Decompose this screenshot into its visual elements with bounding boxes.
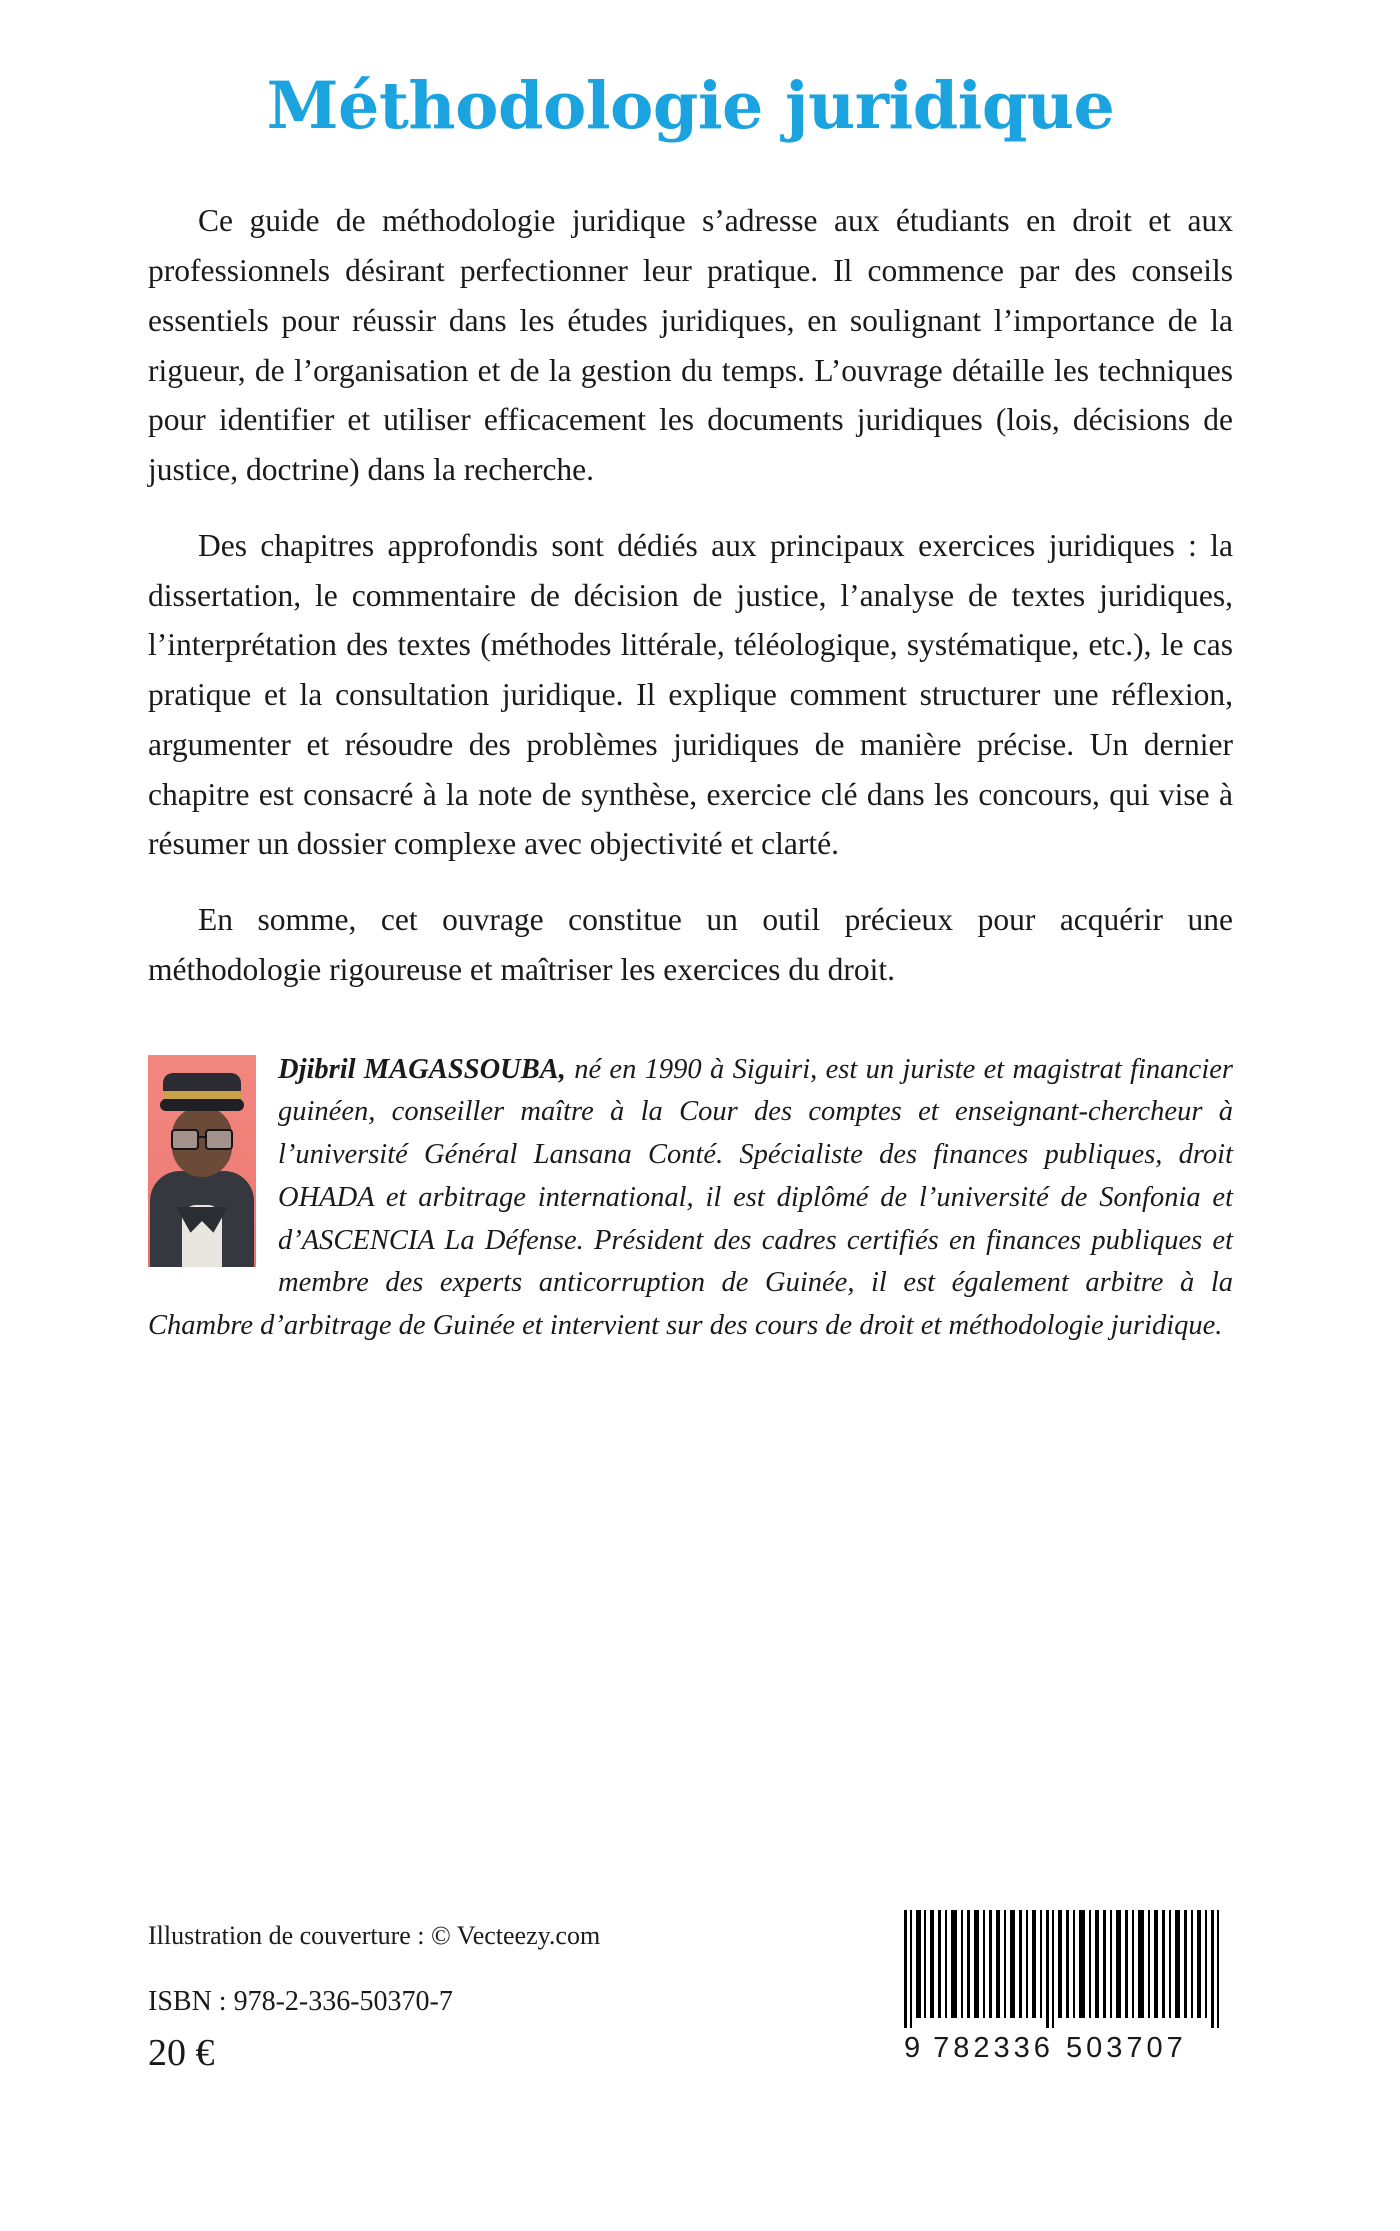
barcode-bars-icon	[904, 1910, 1226, 2028]
portrait-glasses-bridge	[197, 1136, 207, 1139]
blurb-text	[148, 196, 1233, 994]
blurb-paragraph-2: Des chapitres approfondis sont dédiés aux principaux exercices juridiques : la dissertation, le commentaire de décision de justice, l’analyse de textes juridiques, l’interprétation des textes (méthodes littérale, téléologique, systématique, etc.), le cas pratique et la consultation juridique. Il explique comment structurer une réflexion, argumenter et résoudre des problèmes juridiques de manière précise. Un dernier chapitre est consacré à la note de synthèse, exercice clé dans les concours, qui vise à résumer un dossier complexe avec objectivité et clarté.	[148, 527, 1233, 862]
portrait-hat-brim-shape	[160, 1099, 244, 1111]
portrait-hat-band-shape	[163, 1091, 241, 1099]
author-bio-block	[148, 1049, 1233, 1348]
author-name: Djibril MAGASSOUBA,	[278, 1053, 566, 1085]
barcode	[904, 1910, 1234, 2065]
barcode-lead-digit: 9	[904, 2032, 925, 2064]
footer	[148, 1920, 1258, 2076]
blurb-paragraph-1: Ce guide de méthodologie juridique s’adresse aux étudiants en droit et aux professionnels désirant perfectionner leur pratique. Il commence par des conseils essentiels pour réussir dans les études juridiques, en soulignant l’importance de la rigueur, de l’organisation et de la gestion du temps. L’ouvrage détaille les techniques pour identifier et utiliser efficacement les documents juridiques (lois, décisions de justice, doctrine) dans la recherche.	[148, 203, 1233, 488]
blurb-paragraph-3: En somme, cet ouvrage constitue un outil précieux pour acquérir une méthodologie rigoureuse et maîtriser les exercices du droit.	[148, 902, 1233, 987]
barcode-main-digits: 782336 503707	[933, 2032, 1187, 2064]
illustration-credit: Illustration de couverture : © Vecteezy.com	[148, 1921, 601, 1950]
author-bio-text	[148, 1049, 1233, 1348]
cover-content	[148, 0, 1233, 1348]
author-bio-first-part: né en 1990 à Siguiri, est un juriste et magistrat financier guinéen, conseiller maître à la Cour des comptes et enseignant-chercheur à l’université Général Lansana Conté. Spécialiste des finances publiques, droit OHADA et arbitrage international, il est diplômé de l’université de Sonfonia et d’ASCENCIA La Défense.	[278, 1053, 1233, 1256]
author-photo	[148, 1055, 256, 1267]
portrait-glasses-right	[205, 1129, 233, 1150]
isbn-text: ISBN : 978-2-336-50370-7	[148, 1986, 453, 2018]
page-title: Méthodologie juridique	[266, 68, 1115, 144]
price-text: 20 €	[148, 2031, 215, 2074]
portrait-glasses-left	[171, 1129, 199, 1150]
author-bio-rest: Président des cadres certifiés en finances publiques et membre des experts anticorruption de Guinée, il est également arbitre à la Chambre d’arbitrage de Guinée et intervient sur des cours de droit et méthodologie juridique.	[148, 1224, 1234, 1342]
footer-left-column	[148, 1920, 788, 2076]
barcode-number	[904, 2032, 1234, 2065]
